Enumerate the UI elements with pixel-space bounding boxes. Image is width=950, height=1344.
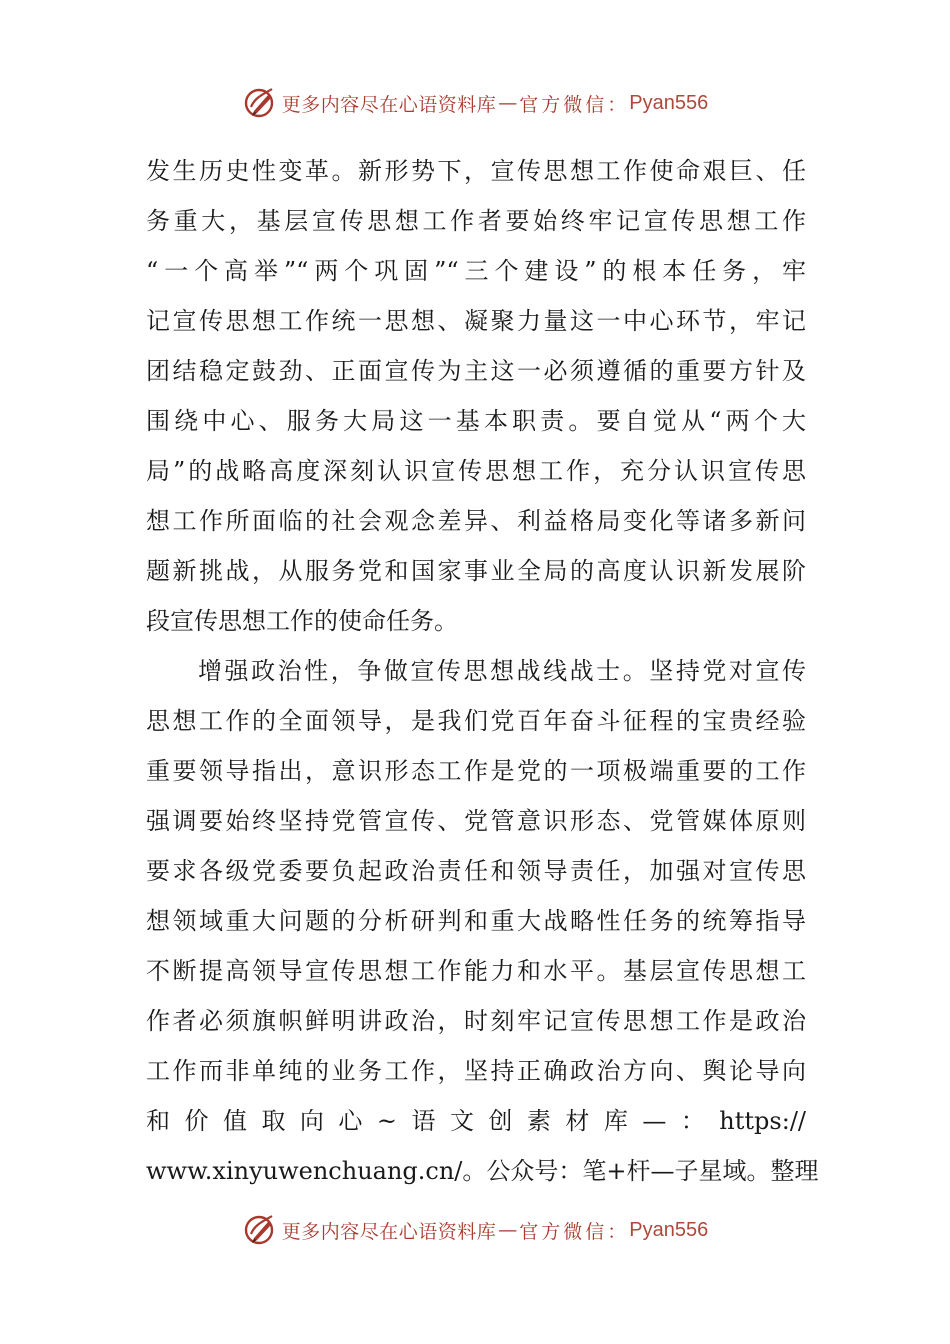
site-name: 更多内容尽在心语资料库 bbox=[281, 1220, 497, 1243]
paragraph-end-line: 段宣传思想工作的使命任务。 bbox=[146, 607, 458, 635]
banner-separator: — bbox=[498, 92, 518, 114]
text-line: 局”的战略高度深刻认识宣传思想工作，充分认识宣传思 bbox=[146, 457, 806, 485]
text-line: 务重大，基层宣传思想工作者要始终牢记宣传思想工作 bbox=[146, 207, 806, 235]
watermark-line: 和价值取向心~语文创素材库—：https:// bbox=[146, 1107, 806, 1135]
text-line: 不断提高领导宣传思想工作能力和水平。基层宣传思想工 bbox=[146, 957, 806, 985]
wechat-id: Pyan556 bbox=[629, 91, 709, 114]
site-name: 更多内容尽在心语资料库 bbox=[281, 93, 497, 116]
text-line: 作者必须旗帜鲜明讲政治，时刻牢记宣传思想工作是政治 bbox=[146, 1007, 806, 1035]
document-body bbox=[146, 146, 819, 1196]
text-line: 要求各级党委要负起政治责任和领导责任，加强对宣传思 bbox=[146, 857, 806, 885]
text-line: 想工作所面临的社会观念差异、利益格局变化等诸多新问 bbox=[146, 507, 806, 535]
wechat-id: Pyan556 bbox=[629, 1218, 709, 1241]
pen-logo-icon bbox=[242, 1212, 278, 1248]
text-line: 想领域重大问题的分析研判和重大战略性任务的统筹指导 bbox=[146, 907, 806, 935]
text-line: 题新挑战，从服务党和国家事业全局的高度认识新发展阶 bbox=[146, 557, 806, 585]
text-line: 团结稳定鼓劲、正面宣传为主这一必须遵循的重要方针及 bbox=[146, 357, 806, 385]
pen-logo-icon bbox=[242, 85, 278, 121]
text-line: 思想工作的全面领导，是我们党百年奋斗征程的宝贵经验 bbox=[146, 707, 806, 735]
text-line: 重要领导指出，意识形态工作是党的一项极端重要的工作 bbox=[146, 757, 806, 785]
text-line: “一个高举”“两个巩固”“三个建设”的根本任务，牢 bbox=[146, 257, 806, 285]
text-line: 工作而非单纯的业务工作，坚持正确政治方向、舆论导向 bbox=[146, 1057, 806, 1085]
paragraph-start-line: 增强政治性，争做宣传思想战线战士。坚持党对宣传 bbox=[198, 657, 806, 685]
banner-separator: — bbox=[498, 1219, 518, 1241]
text-line: 强调要始终坚持党管宣传、党管意识形态、党管媒体原则 bbox=[146, 807, 806, 835]
wechat-label: 官方微信： bbox=[519, 93, 630, 116]
text-line: 记宣传思想工作统一思想、凝聚力量这一中心环节，牢记 bbox=[146, 307, 806, 335]
wechat-label: 官方微信： bbox=[519, 1220, 630, 1243]
footer-banner bbox=[0, 1210, 950, 1250]
text-line: 发生历史性变革。新形势下，宣传思想工作使命艰巨、任 bbox=[146, 157, 806, 185]
watermark-url-line: www.xinyuwenchuang.cn/。公众号：笔+杆—子星域。整理 bbox=[146, 1157, 819, 1185]
header-banner bbox=[0, 83, 950, 123]
text-line: 围绕中心、服务大局这一基本职责。要自觉从“两个大 bbox=[146, 407, 806, 435]
